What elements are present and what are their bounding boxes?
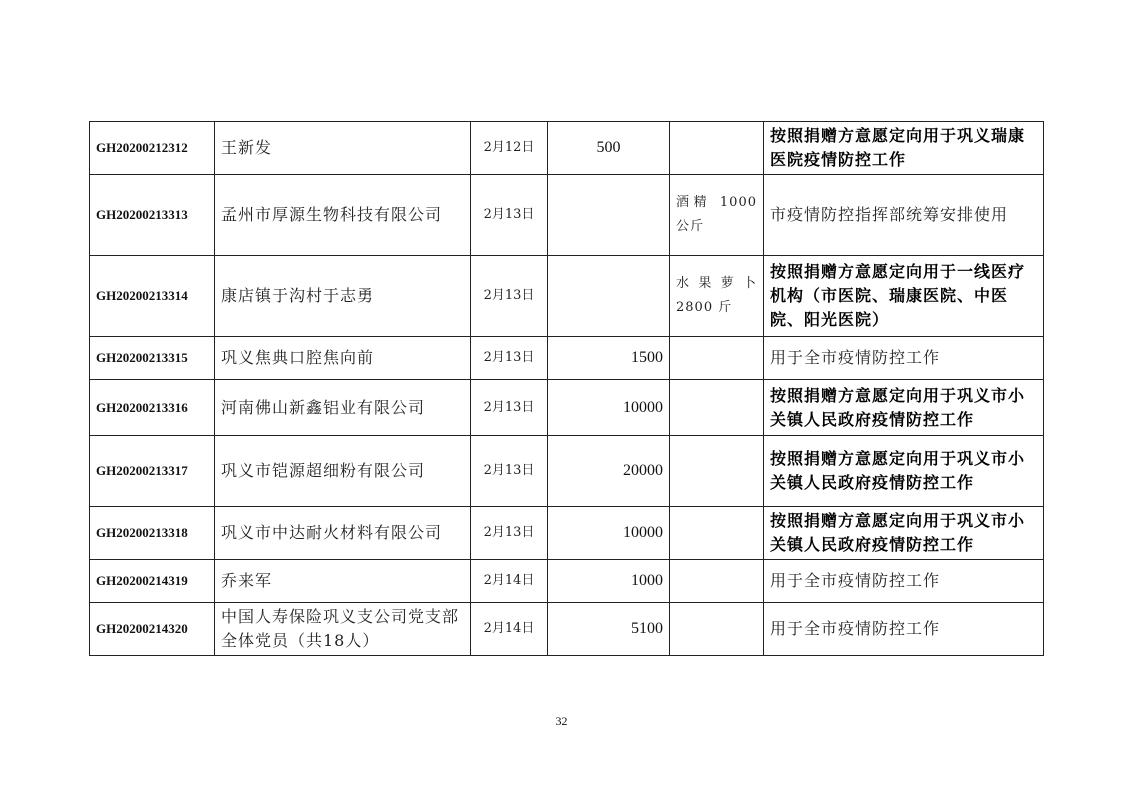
- donation-purpose: 按照捐赠方意愿定向用于巩义市小关镇人民政府疫情防控工作: [764, 380, 1044, 436]
- table-row: [90, 507, 1044, 560]
- donor-name: 巩义市中达耐火材料有限公司: [215, 507, 471, 560]
- donation-amount: 5100: [548, 603, 670, 656]
- donation-id: GH20200214320: [90, 603, 215, 656]
- donation-id: GH20200213317: [90, 436, 215, 507]
- donation-id: GH20200213315: [90, 337, 215, 380]
- donation-purpose: 按照捐赠方意愿定向用于巩义瑞康医院疫情防控工作: [764, 122, 1044, 175]
- donated-goods: [670, 380, 764, 436]
- donation-id: GH20200213313: [90, 175, 215, 256]
- donation-amount: 10000: [548, 507, 670, 560]
- donor-name: 中国人寿保险巩义支公司党支部全体党员（共18人）: [215, 603, 471, 656]
- table-row: [90, 256, 1044, 337]
- table-row: [90, 603, 1044, 656]
- donation-id: GH20200213316: [90, 380, 215, 436]
- table-row: [90, 337, 1044, 380]
- donated-goods: [670, 603, 764, 656]
- donor-name: 巩义市铠源超细粉有限公司: [215, 436, 471, 507]
- donor-name: 康店镇于沟村于志勇: [215, 256, 471, 337]
- donation-date: 2月12日: [471, 122, 548, 175]
- table-row: [90, 436, 1044, 507]
- table-row: [90, 560, 1044, 603]
- donor-name: 乔来军: [215, 560, 471, 603]
- donation-amount: 500: [548, 122, 670, 175]
- donation-id: GH20200213318: [90, 507, 215, 560]
- donation-purpose: 按照捐赠方意愿定向用于巩义市小关镇人民政府疫情防控工作: [764, 507, 1044, 560]
- donation-purpose: 用于全市疫情防控工作: [764, 603, 1044, 656]
- donated-goods: [670, 560, 764, 603]
- donation-date: 2月14日: [471, 560, 548, 603]
- donation-date: 2月13日: [471, 436, 548, 507]
- table-row: [90, 122, 1044, 175]
- donation-amount: [548, 175, 670, 256]
- donor-name: 巩义焦典口腔焦向前: [215, 337, 471, 380]
- donated-goods: 酒精 1000 公斤: [670, 175, 764, 256]
- donated-goods: 水果萝卜 2800 斤: [670, 256, 764, 337]
- donation-date: 2月13日: [471, 337, 548, 380]
- donated-goods: [670, 337, 764, 380]
- donation-date: 2月13日: [471, 507, 548, 560]
- donation-amount: 20000: [548, 436, 670, 507]
- table-row: [90, 175, 1044, 256]
- donation-purpose: 按照捐赠方意愿定向用于一线医疗机构（市医院、瑞康医院、中医院、阳光医院）: [764, 256, 1044, 337]
- donated-goods: [670, 507, 764, 560]
- donated-goods: [670, 436, 764, 507]
- donation-date: 2月14日: [471, 603, 548, 656]
- donation-date: 2月13日: [471, 175, 548, 256]
- donation-amount: 10000: [548, 380, 670, 436]
- donation-amount: 1000: [548, 560, 670, 603]
- donation-amount: 1500: [548, 337, 670, 380]
- donation-id: GH20200212312: [90, 122, 215, 175]
- donation-purpose: 市疫情防控指挥部统筹安排使用: [764, 175, 1044, 256]
- table-row: [90, 380, 1044, 436]
- donor-name: 王新发: [215, 122, 471, 175]
- donation-id: GH20200214319: [90, 560, 215, 603]
- donation-purpose: 用于全市疫情防控工作: [764, 337, 1044, 380]
- donation-id: GH20200213314: [90, 256, 215, 337]
- donation-purpose: 用于全市疫情防控工作: [764, 560, 1044, 603]
- donation-amount: [548, 256, 670, 337]
- donation-purpose: 按照捐赠方意愿定向用于巩义市小关镇人民政府疫情防控工作: [764, 436, 1044, 507]
- donation-table: [89, 121, 1044, 656]
- page-number: 32: [555, 714, 568, 728]
- donation-date: 2月13日: [471, 380, 548, 436]
- donor-name: 河南佛山新鑫铝业有限公司: [215, 380, 471, 436]
- donor-name: 孟州市厚源生物科技有限公司: [215, 175, 471, 256]
- donated-goods: [670, 122, 764, 175]
- donation-date: 2月13日: [471, 256, 548, 337]
